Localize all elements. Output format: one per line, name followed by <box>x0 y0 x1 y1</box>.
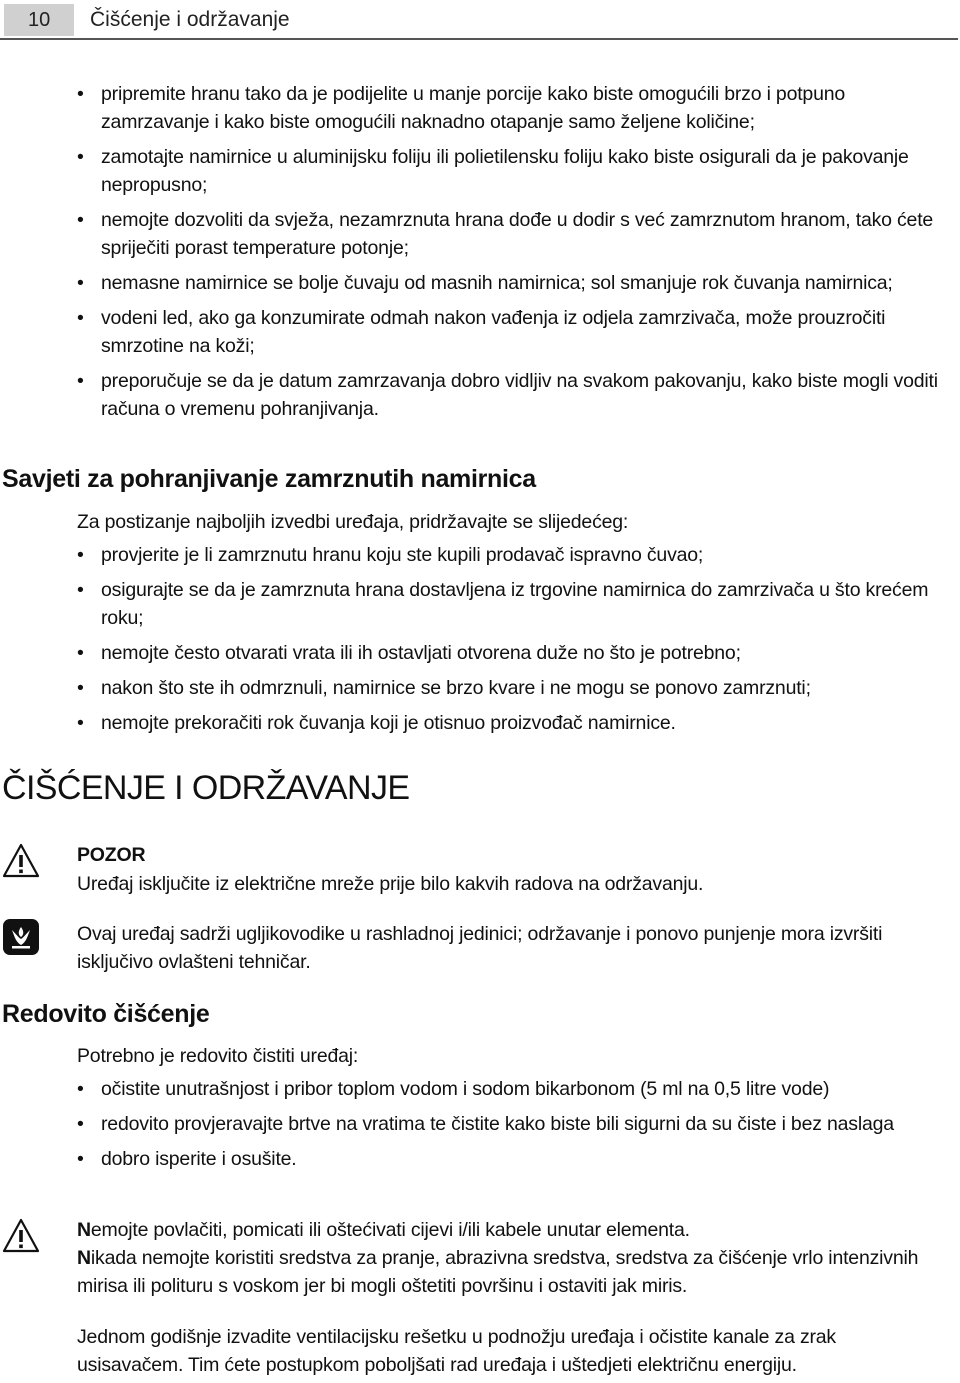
warning-title: POZOR <box>77 844 146 866</box>
list-item: • dobro isperite i osušite. <box>77 1148 297 1170</box>
final-paragraph: Jednom godišnje izvadite ventilacijsku rešetku u podnožju uređaja i očistite kanale za zrak usisavačem. Tim ćete postupkom poboljšati rad uređaja i uštedjeti električnu energiju. <box>77 1326 836 1376</box>
list-item: • vodeni led, ako ga konzumirate odmah nakon vađenja iz odjela zamrzivača, može prouzročiti smrzotine na koži; <box>77 307 886 357</box>
warning2-line1: Nemojte povlačiti, pomicati ili oštećivati cijevi i/ili kabele unutar elementa. <box>77 1219 690 1241</box>
intro-bullet-list <box>77 80 957 423</box>
list-item: • nemojte dozvoliti da svježa, nezamrznuta hrana dođe u dodir s već zamrznutom hranom, tako ćete spriječiti porast temperature potonje; <box>77 209 934 259</box>
list-item: • nemojte prekoračiti rok čuvanja koji je otisnuo proizvođač namirnice. <box>77 712 676 734</box>
warning-triangle-icon <box>2 843 42 883</box>
list-item: • očistite unutrašnjost i pribor toplom vodom i sodom bikarbonom (5 ml na 0,5 litre vode) <box>77 1078 830 1100</box>
page-title: Čišćenje i održavanje <box>90 8 290 31</box>
list-item: • provjerite je li zamrznutu hranu koju ste kupili prodavač ispravno čuvao; <box>77 544 704 566</box>
header-divider <box>0 38 958 40</box>
list-item: • osigurajte se da je zamrznuta hrana dostavljena iz trgovine namirnica do zamrzivača u što krećem roku; <box>77 579 929 629</box>
cleaning-heading: ČIŠĆENJE I ODRŽAVANJE <box>2 769 410 807</box>
list-item: • redovito provjeravajte brtve na vratima te čistite kako biste bili sigurni da su čiste i bez naslaga <box>77 1113 894 1135</box>
warning-triangle-icon <box>2 1218 42 1258</box>
regular-bullet-list <box>77 1075 957 1173</box>
environment-text: Ovaj uređaj sadrži ugljikovodike u rashladnoj jedinici; održavanje i ponovo punjenje mora izvršiti isključivo ovlašteni tehničar. <box>77 923 883 973</box>
environment-icon <box>2 918 42 958</box>
list-item: • nemasne namirnice se bolje čuvaju od masnih namirnica; sol smanjuje rok čuvanja namirnica; <box>77 272 893 294</box>
page-number: 10 <box>4 4 74 36</box>
list-item: • pripremite hranu tako da je podijelite u manje porcije kako biste omogućili brzo i potpuno zamrzavanje i kako biste omogućili naknadno otapanje samo željene količine; <box>77 83 846 133</box>
warning-text: Uređaj isključite iz električne mreže prije bilo kakvih radova na održavanju. <box>77 873 704 895</box>
storage-heading: Savjeti za pohranjivanje zamrznutih namirnica <box>2 465 536 493</box>
warning2-text <box>77 1216 947 1300</box>
list-item: • preporučuje se da je datum zamrzavanja dobro vidljiv na svakom pakovanju, kako biste mogli voditi računa o vremenu pohranjivanja. <box>77 370 938 420</box>
list-item: • nemojte često otvarati vrata ili ih ostavljati otvorena duže no što je potrebno; <box>77 642 741 664</box>
storage-intro: Za postizanje najboljih izvedbi uređaja, pridržavajte se slijedećeg: <box>77 511 629 533</box>
storage-bullet-list <box>77 541 957 737</box>
warning2-line2: Nikada nemojte koristiti sredstva za pranje, abrazivna sredstva, sredstva za čišćenje vrlo intenzivnih mirisa ili polituru s voskom jer bi mogli oštetiti površinu i ostaviti jak miris. <box>77 1247 919 1297</box>
list-item: • zamotajte namirnice u aluminijsku foliju ili polietilensku foliju kako biste osigurali da je pakovanje nepropusno; <box>77 146 909 196</box>
list-item: • nakon što ste ih odmrznuli, namirnice se brzo kvare i ne mogu se ponovo zamrznuti; <box>77 677 811 699</box>
regular-intro: Potrebno je redovito čistiti uređaj: <box>77 1045 359 1067</box>
regular-cleaning-heading: Redovito čišćenje <box>2 1000 210 1028</box>
page-header <box>0 0 960 42</box>
